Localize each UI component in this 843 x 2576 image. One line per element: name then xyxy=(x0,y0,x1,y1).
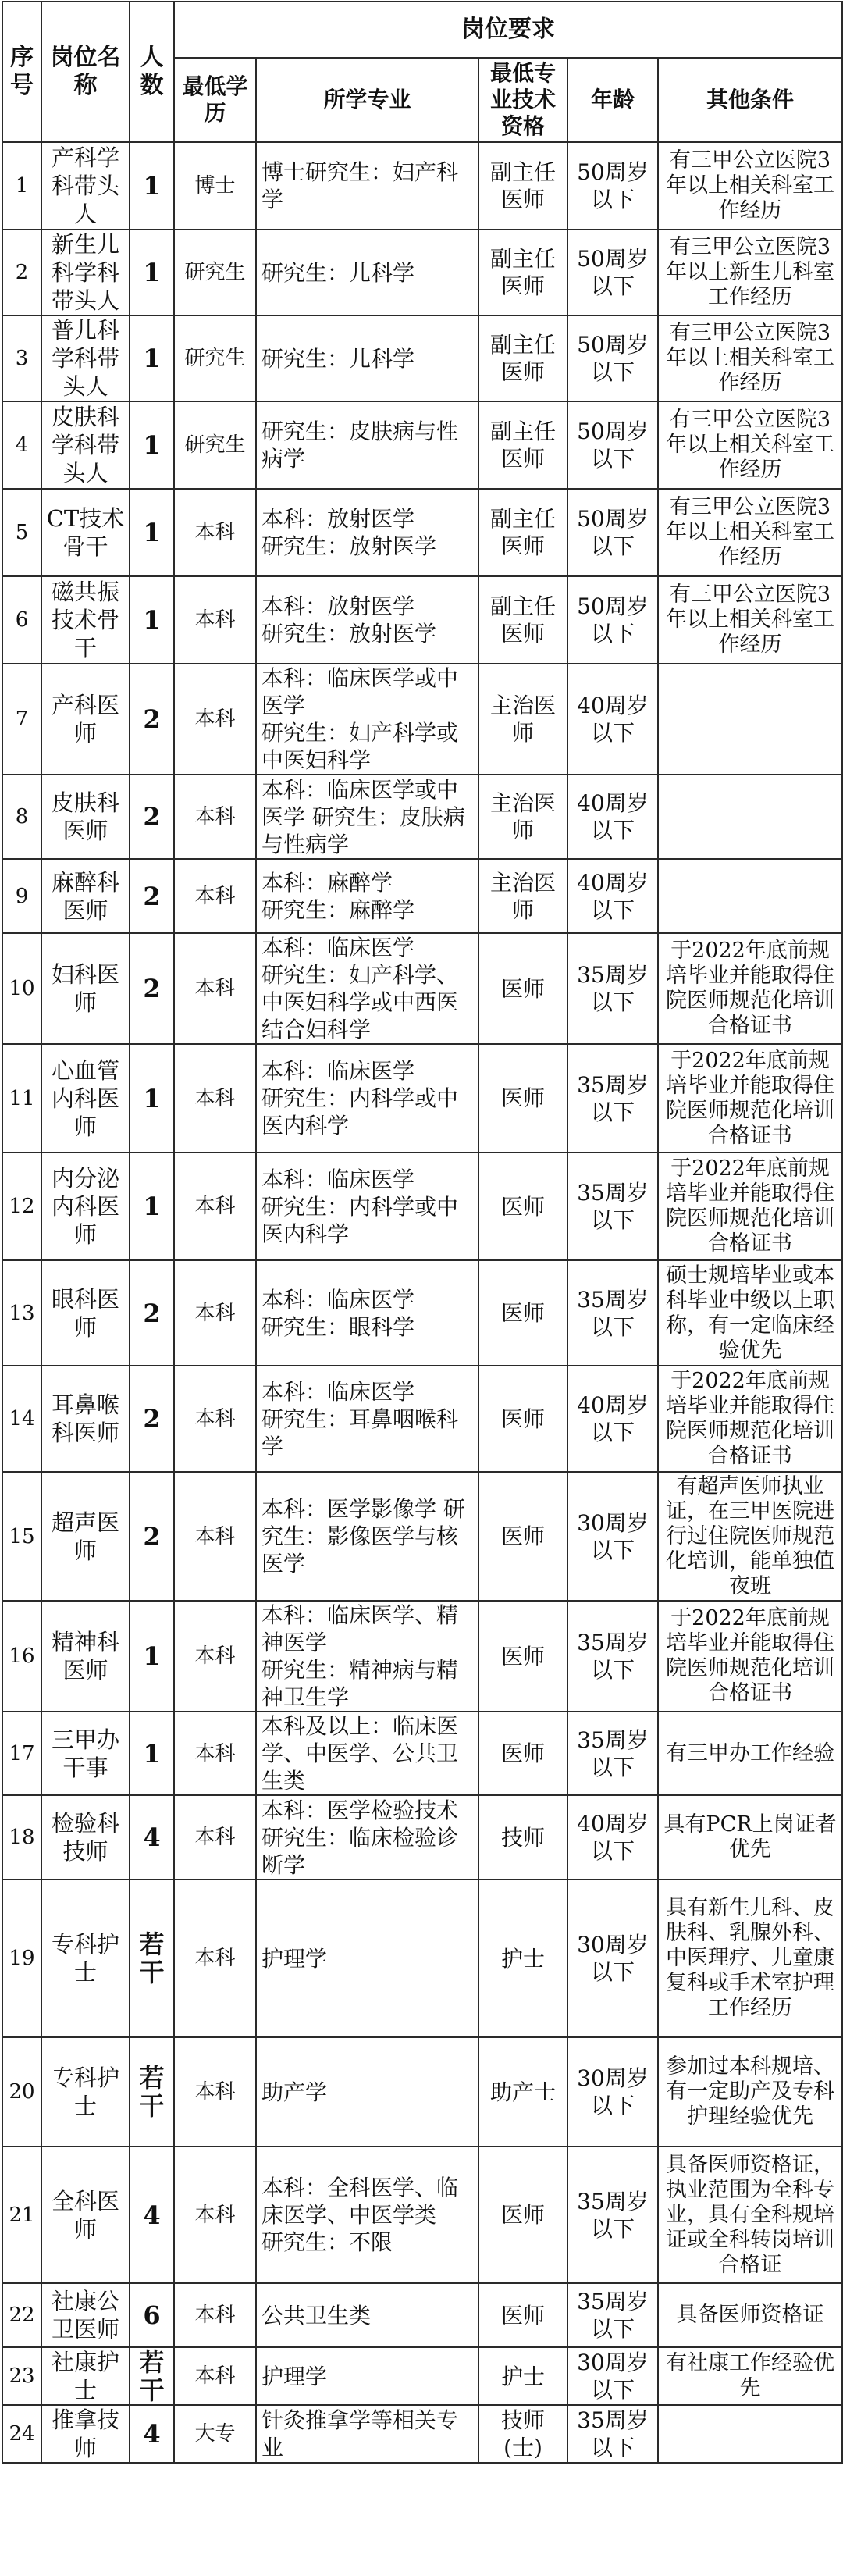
row-other-cell: 具备医师资格证 xyxy=(658,2283,842,2347)
major-line: 研究生：内科学或中医内科学 xyxy=(261,1085,459,1138)
row-count-cell: 2 xyxy=(130,1366,174,1472)
row-other-cell: 具有PCR上岗证者优先 xyxy=(658,1795,842,1879)
major-line: 本科：医学影像学 研究生：影像医学与核医学 xyxy=(261,1496,465,1577)
major-line: 护理学 xyxy=(261,1945,328,1972)
row-major-cell xyxy=(256,2283,478,2347)
row-major-cell xyxy=(256,2347,478,2405)
row-age-cell: 40周岁以下 xyxy=(567,664,658,775)
row-qualification-cell: 副主任医师 xyxy=(478,489,567,576)
row-other-cell: 于2022年底前规培毕业并能取得住院医师规范化培训合格证书 xyxy=(658,1366,842,1472)
row-count-cell: 2 xyxy=(130,859,174,933)
row-major-cell xyxy=(256,2037,478,2147)
row-major-cell xyxy=(256,1366,478,1472)
row-education-cell: 本科 xyxy=(174,2347,256,2405)
row-seq-cell: 3 xyxy=(2,315,41,401)
header-count: 人数 xyxy=(130,2,174,142)
row-age-cell: 35周岁以下 xyxy=(567,1260,658,1366)
table-row xyxy=(2,489,842,576)
row-count-cell: 4 xyxy=(130,2147,174,2283)
row-post-cell: 新生儿科学科带头人 xyxy=(41,230,130,315)
major-line: 本科：全科医学、临床医学、中医学类 xyxy=(261,2175,459,2228)
row-age-cell: 30周岁以下 xyxy=(567,2037,658,2147)
row-other-cell: 于2022年底前规培毕业并能取得住院医师规范化培训合格证书 xyxy=(658,1153,842,1260)
row-other-cell: 具备医师资格证，执业范围为全科专业，具有全科规培证或全科转岗培训合格证 xyxy=(658,2147,842,2283)
row-post-cell: CT技术骨干 xyxy=(41,489,130,576)
major-line: 研究生：内科学或中医内科学 xyxy=(261,1193,459,1247)
row-education-cell: 本科 xyxy=(174,576,256,664)
table-row xyxy=(2,1879,842,2037)
table-row xyxy=(2,230,842,315)
row-seq-cell: 18 xyxy=(2,1795,41,1879)
row-seq-cell: 5 xyxy=(2,489,41,576)
row-count-cell: 4 xyxy=(130,2405,174,2463)
row-major-cell xyxy=(256,576,478,664)
row-education-cell: 本科 xyxy=(174,1712,256,1795)
major-line: 研究生：精神病与精神卫生学 xyxy=(261,1657,459,1710)
row-age-cell: 35周岁以下 xyxy=(567,2147,658,2283)
row-age-cell: 40周岁以下 xyxy=(567,859,658,933)
row-count-cell: 1 xyxy=(130,315,174,401)
row-age-cell: 40周岁以下 xyxy=(567,775,658,859)
row-major-cell xyxy=(256,775,478,859)
row-qualification-cell: 医师 xyxy=(478,2283,567,2347)
table-row xyxy=(2,1795,842,1879)
major-line: 研究生：麻醉学 xyxy=(261,896,415,923)
header-qualification: 最低专业技术资格 xyxy=(478,58,567,142)
table-row xyxy=(2,401,842,489)
row-post-cell: 检验科技师 xyxy=(41,1795,130,1879)
row-other-cell: 有超声医师执业证，在三甲医院进行过住院医师规范化培训，能单独值夜班 xyxy=(658,1472,842,1601)
major-line: 本科：临床医学 xyxy=(261,1058,415,1084)
table-row xyxy=(2,1044,842,1153)
row-post-cell: 产科学科带头人 xyxy=(41,142,130,230)
row-seq-cell: 20 xyxy=(2,2037,41,2147)
major-line: 研究生：放射医学 xyxy=(261,533,437,559)
row-major-cell xyxy=(256,1472,478,1601)
row-seq-cell: 8 xyxy=(2,775,41,859)
major-line: 本科：临床医学 xyxy=(261,1378,415,1405)
row-qualification-cell: 医师 xyxy=(478,1712,567,1795)
table-row xyxy=(2,2405,842,2463)
row-education-cell: 本科 xyxy=(174,775,256,859)
row-count-cell: 6 xyxy=(130,2283,174,2347)
row-seq-cell: 23 xyxy=(2,2347,41,2405)
major-line: 本科：临床医学或中医学 xyxy=(261,665,459,718)
row-education-cell: 本科 xyxy=(174,1879,256,2037)
row-seq-cell: 24 xyxy=(2,2405,41,2463)
table-row xyxy=(2,315,842,401)
row-other-cell xyxy=(658,775,842,859)
row-qualification-cell: 主治医师 xyxy=(478,775,567,859)
row-other-cell: 有三甲公立医院3年以上新生儿科室工作经历 xyxy=(658,230,842,315)
row-count-cell: 1 xyxy=(130,1044,174,1153)
row-age-cell: 30周岁以下 xyxy=(567,1879,658,2037)
row-post-cell: 心血管内科医师 xyxy=(41,1044,130,1153)
row-count-cell: 若干 xyxy=(130,1879,174,2037)
major-line: 研究生：耳鼻咽喉科学 xyxy=(261,1406,459,1459)
row-post-cell: 耳鼻喉科医师 xyxy=(41,1366,130,1472)
row-seq-cell: 7 xyxy=(2,664,41,775)
row-qualification-cell: 医师 xyxy=(478,2147,567,2283)
row-seq-cell: 19 xyxy=(2,1879,41,2037)
header-other: 其他条件 xyxy=(658,58,842,142)
row-other-cell: 具有新生儿科、皮肤科、乳腺外科、中医理疗、儿童康复科或手术室护理工作经历 xyxy=(658,1879,842,2037)
row-post-cell: 眼科医师 xyxy=(41,1260,130,1366)
row-major-cell xyxy=(256,2147,478,2283)
row-seq-cell: 11 xyxy=(2,1044,41,1153)
row-major-cell xyxy=(256,1044,478,1153)
row-major-cell xyxy=(256,1260,478,1366)
major-line: 本科：临床医学 xyxy=(261,1166,415,1192)
row-education-cell: 研究生 xyxy=(174,315,256,401)
header-education: 最低学历 xyxy=(174,58,256,142)
table-row xyxy=(2,664,842,775)
row-other-cell: 有三甲公立医院3年以上相关科室工作经历 xyxy=(658,315,842,401)
row-seq-cell: 1 xyxy=(2,142,41,230)
recruitment-table xyxy=(2,1,843,2464)
major-line: 博士研究生：妇产科学 xyxy=(261,159,459,212)
row-major-cell xyxy=(256,1879,478,2037)
row-major-cell xyxy=(256,489,478,576)
row-other-cell: 硕士规培毕业或本科毕业中级以上职称，有一定临床经验优先 xyxy=(658,1260,842,1366)
table-row xyxy=(2,2037,842,2147)
row-education-cell: 本科 xyxy=(174,1601,256,1712)
major-line: 本科：放射医学 xyxy=(261,593,415,619)
row-other-cell: 参加过本科规培、有一定助产及专科护理经验优先 xyxy=(658,2037,842,2147)
table-row xyxy=(2,859,842,933)
row-age-cell: 35周岁以下 xyxy=(567,1712,658,1795)
row-qualification-cell: 副主任医师 xyxy=(478,576,567,664)
row-education-cell: 本科 xyxy=(174,1795,256,1879)
table-row xyxy=(2,1472,842,1601)
row-seq-cell: 6 xyxy=(2,576,41,664)
row-education-cell: 本科 xyxy=(174,489,256,576)
major-line: 本科及以上：临床医学、中医学、公共卫生类 xyxy=(261,1713,459,1794)
row-age-cell: 40周岁以下 xyxy=(567,1795,658,1879)
row-post-cell: 产科医师 xyxy=(41,664,130,775)
row-education-cell: 本科 xyxy=(174,664,256,775)
row-major-cell xyxy=(256,315,478,401)
row-count-cell: 2 xyxy=(130,664,174,775)
table-row xyxy=(2,1260,842,1366)
row-qualification-cell: 副主任医师 xyxy=(478,142,567,230)
row-qualification-cell: 医师 xyxy=(478,1366,567,1472)
row-age-cell: 35周岁以下 xyxy=(567,1601,658,1712)
row-education-cell: 本科 xyxy=(174,2037,256,2147)
row-age-cell: 50周岁以下 xyxy=(567,230,658,315)
row-education-cell: 博士 xyxy=(174,142,256,230)
row-qualification-cell: 技师 xyxy=(478,1795,567,1879)
row-education-cell: 研究生 xyxy=(174,401,256,489)
row-age-cell: 35周岁以下 xyxy=(567,933,658,1044)
row-post-cell: 社康护士 xyxy=(41,2347,130,2405)
row-post-cell: 推拿技师 xyxy=(41,2405,130,2463)
table-row xyxy=(2,1366,842,1472)
major-line: 研究生：放射医学 xyxy=(261,621,437,647)
row-other-cell: 有三甲公立医院3年以上相关科室工作经历 xyxy=(658,489,842,576)
table-row xyxy=(2,933,842,1044)
row-post-cell: 专科护士 xyxy=(41,1879,130,2037)
row-education-cell: 本科 xyxy=(174,1260,256,1366)
major-line: 研究生：不限 xyxy=(261,2229,393,2255)
row-post-cell: 普儿科学科带头人 xyxy=(41,315,130,401)
row-seq-cell: 2 xyxy=(2,230,41,315)
table-row xyxy=(2,1712,842,1795)
major-line: 助产学 xyxy=(261,2079,328,2105)
major-line: 护理学 xyxy=(261,2363,328,2389)
header-requirements: 岗位要求 xyxy=(174,2,842,58)
row-qualification-cell: 助产士 xyxy=(478,2037,567,2147)
major-line: 公共卫生类 xyxy=(261,2302,372,2328)
row-count-cell: 1 xyxy=(130,230,174,315)
row-other-cell: 于2022年底前规培毕业并能取得住院医师规范化培训合格证书 xyxy=(658,1601,842,1712)
row-count-cell: 2 xyxy=(130,1472,174,1601)
row-post-cell: 磁共振技术骨干 xyxy=(41,576,130,664)
row-seq-cell: 21 xyxy=(2,2147,41,2283)
row-major-cell xyxy=(256,2405,478,2463)
table-body xyxy=(2,142,842,2463)
header-seq: 序号 xyxy=(2,2,41,142)
row-age-cell: 40周岁以下 xyxy=(567,1366,658,1472)
header-post: 岗位名称 xyxy=(41,2,130,142)
row-seq-cell: 22 xyxy=(2,2283,41,2347)
row-major-cell xyxy=(256,859,478,933)
row-count-cell: 1 xyxy=(130,401,174,489)
row-education-cell: 本科 xyxy=(174,1153,256,1260)
row-age-cell: 35周岁以下 xyxy=(567,2405,658,2463)
row-count-cell: 1 xyxy=(130,489,174,576)
table-row xyxy=(2,1601,842,1712)
row-other-cell: 有三甲公立医院3年以上相关科室工作经历 xyxy=(658,576,842,664)
row-qualification-cell: 副主任医师 xyxy=(478,230,567,315)
row-seq-cell: 13 xyxy=(2,1260,41,1366)
row-major-cell xyxy=(256,933,478,1044)
row-qualification-cell: 主治医师 xyxy=(478,664,567,775)
row-count-cell: 若干 xyxy=(130,2037,174,2147)
row-age-cell: 35周岁以下 xyxy=(567,1044,658,1153)
header-major: 所学专业 xyxy=(256,58,478,142)
row-count-cell: 1 xyxy=(130,576,174,664)
table-row xyxy=(2,2347,842,2405)
header-age: 年龄 xyxy=(567,58,658,142)
major-line: 本科：放射医学 xyxy=(261,506,415,532)
row-count-cell: 1 xyxy=(130,1153,174,1260)
table-row xyxy=(2,2147,842,2283)
row-count-cell: 2 xyxy=(130,1260,174,1366)
table-row xyxy=(2,142,842,230)
row-seq-cell: 4 xyxy=(2,401,41,489)
row-education-cell: 本科 xyxy=(174,1472,256,1601)
major-line: 研究生：儿科学 xyxy=(261,345,415,372)
row-seq-cell: 10 xyxy=(2,933,41,1044)
major-line: 研究生：眼科学 xyxy=(261,1313,415,1340)
major-line: 研究生：皮肤病与性病学 xyxy=(261,419,459,472)
row-education-cell: 本科 xyxy=(174,933,256,1044)
row-age-cell: 50周岁以下 xyxy=(567,576,658,664)
row-qualification-cell: 技师(士) xyxy=(478,2405,567,2463)
row-post-cell: 精神科医师 xyxy=(41,1601,130,1712)
major-line: 本科：临床医学 xyxy=(261,935,415,960)
row-age-cell: 50周岁以下 xyxy=(567,142,658,230)
major-line: 本科：临床医学、精神医学 xyxy=(261,1602,459,1655)
major-line: 本科：麻醉学 xyxy=(261,869,393,896)
row-major-cell xyxy=(256,142,478,230)
row-age-cell: 50周岁以下 xyxy=(567,315,658,401)
row-other-cell: 于2022年底前规培毕业并能取得住院医师规范化培训合格证书 xyxy=(658,933,842,1044)
row-education-cell: 本科 xyxy=(174,859,256,933)
row-post-cell: 麻醉科医师 xyxy=(41,859,130,933)
row-seq-cell: 14 xyxy=(2,1366,41,1472)
table-row xyxy=(2,1153,842,1260)
row-other-cell: 有三甲公立医院3年以上相关科室工作经历 xyxy=(658,142,842,230)
row-other-cell: 有社康工作经验优先 xyxy=(658,2347,842,2405)
row-count-cell: 1 xyxy=(130,1601,174,1712)
row-post-cell: 皮肤科学科带头人 xyxy=(41,401,130,489)
row-other-cell: 有三甲办工作经验 xyxy=(658,1712,842,1795)
row-post-cell: 超声医师 xyxy=(41,1472,130,1601)
row-other-cell: 于2022年底前规培毕业并能取得住院医师规范化培训合格证书 xyxy=(658,1044,842,1153)
major-line: 研究生：妇产科学或中医妇科学 xyxy=(261,720,459,773)
row-count-cell: 4 xyxy=(130,1795,174,1879)
major-line: 研究生：妇产科学、中医妇科学或中西医结合妇科学 xyxy=(261,962,459,1042)
row-post-cell: 社康公卫医师 xyxy=(41,2283,130,2347)
major-line: 针灸推拿学等相关专业 xyxy=(261,2407,459,2460)
row-education-cell: 本科 xyxy=(174,1366,256,1472)
row-qualification-cell: 副主任医师 xyxy=(478,401,567,489)
row-qualification-cell: 护士 xyxy=(478,2347,567,2405)
table-row xyxy=(2,775,842,859)
row-major-cell xyxy=(256,664,478,775)
row-seq-cell: 16 xyxy=(2,1601,41,1712)
row-education-cell: 研究生 xyxy=(174,230,256,315)
row-post-cell: 专科护士 xyxy=(41,2037,130,2147)
row-other-cell xyxy=(658,859,842,933)
row-age-cell: 35周岁以下 xyxy=(567,1153,658,1260)
row-count-cell: 1 xyxy=(130,142,174,230)
major-line: 本科：医学检验技术 xyxy=(261,1797,459,1823)
row-major-cell xyxy=(256,1601,478,1712)
row-post-cell: 内分泌内科医师 xyxy=(41,1153,130,1260)
row-qualification-cell: 护士 xyxy=(478,1879,567,2037)
row-major-cell xyxy=(256,1153,478,1260)
row-major-cell xyxy=(256,1712,478,1795)
table-row xyxy=(2,576,842,664)
row-age-cell: 35周岁以下 xyxy=(567,2283,658,2347)
major-line: 研究生：儿科学 xyxy=(261,259,415,286)
row-other-cell xyxy=(658,2405,842,2463)
row-education-cell: 大专 xyxy=(174,2405,256,2463)
row-seq-cell: 12 xyxy=(2,1153,41,1260)
row-age-cell: 30周岁以下 xyxy=(567,1472,658,1601)
row-post-cell: 妇科医师 xyxy=(41,933,130,1044)
row-age-cell: 50周岁以下 xyxy=(567,401,658,489)
row-other-cell xyxy=(658,664,842,775)
row-seq-cell: 17 xyxy=(2,1712,41,1795)
major-line: 研究生：临床检验诊断学 xyxy=(261,1824,459,1878)
row-count-cell: 2 xyxy=(130,775,174,859)
row-major-cell xyxy=(256,1795,478,1879)
row-education-cell: 本科 xyxy=(174,2283,256,2347)
row-count-cell: 2 xyxy=(130,933,174,1044)
row-post-cell: 皮肤科医师 xyxy=(41,775,130,859)
row-post-cell: 三甲办干事 xyxy=(41,1712,130,1795)
row-qualification-cell: 主治医师 xyxy=(478,859,567,933)
row-qualification-cell: 医师 xyxy=(478,1260,567,1366)
row-age-cell: 50周岁以下 xyxy=(567,489,658,576)
row-qualification-cell: 医师 xyxy=(478,1044,567,1153)
row-major-cell xyxy=(256,230,478,315)
row-qualification-cell: 医师 xyxy=(478,933,567,1044)
row-qualification-cell: 医师 xyxy=(478,1472,567,1601)
table-row xyxy=(2,2283,842,2347)
row-education-cell: 本科 xyxy=(174,1044,256,1153)
major-line: 本科：临床医学或中医学 研究生：皮肤病与性病学 xyxy=(261,776,465,857)
row-post-cell: 全科医师 xyxy=(41,2147,130,2283)
row-qualification-cell: 医师 xyxy=(478,1153,567,1260)
row-major-cell xyxy=(256,401,478,489)
row-seq-cell: 15 xyxy=(2,1472,41,1601)
row-qualification-cell: 医师 xyxy=(478,1601,567,1712)
row-education-cell: 本科 xyxy=(174,2147,256,2283)
row-qualification-cell: 副主任医师 xyxy=(478,315,567,401)
row-count-cell: 1 xyxy=(130,1712,174,1795)
row-count-cell: 若干 xyxy=(130,2347,174,2405)
row-age-cell: 30周岁以下 xyxy=(567,2347,658,2405)
major-line: 本科：临床医学 xyxy=(261,1286,415,1313)
row-other-cell: 有三甲公立医院3年以上相关科室工作经历 xyxy=(658,401,842,489)
row-seq-cell: 9 xyxy=(2,859,41,933)
